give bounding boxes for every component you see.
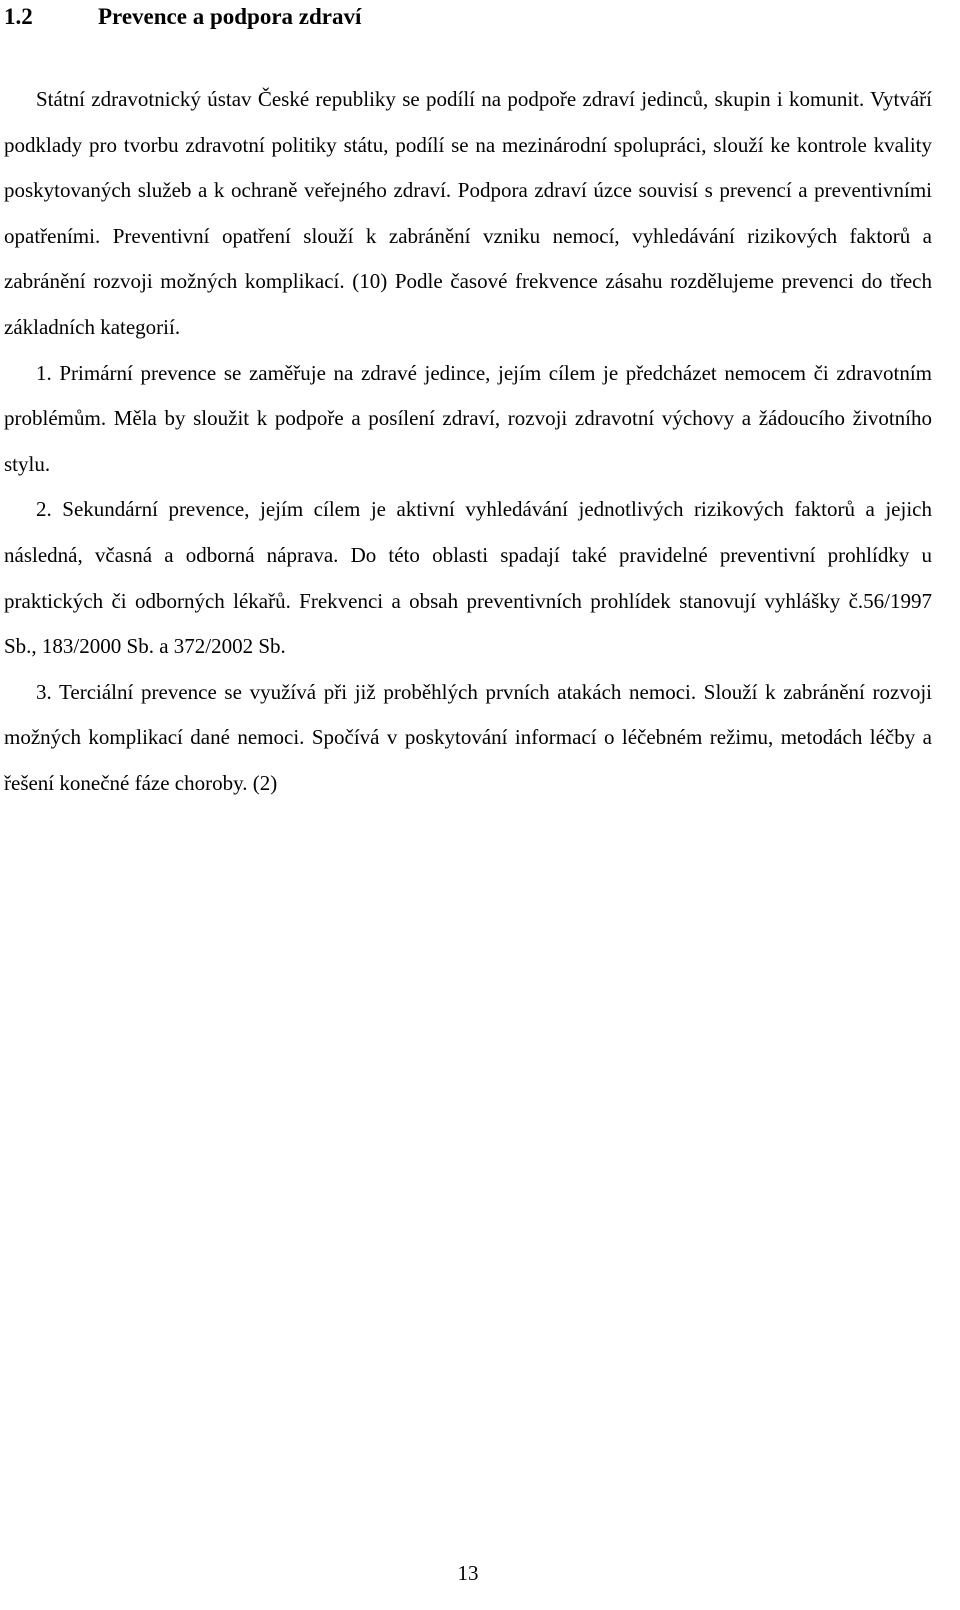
section-heading: [4, 0, 932, 34]
paragraph-primary-prevention: 1. Primární prevence se zaměřuje na zdravé jedince, jejím cílem je předcházet nemocem či zdravotním problémům. Měla by sloužit k podpoře a posílení zdraví, rozvoji zdravotní výchovy a žádoucího životního stylu.: [4, 360, 932, 476]
section-title: Prevence a podpora zdraví: [98, 4, 362, 29]
paragraph-intro: Státní zdravotnický ústav České republiky se podílí na podpoře zdraví jedinců, skupin i komunit. Vytváří podklady pro tvorbu zdravotní politiky státu, podílí se na mezinárodní spolupráci, slouží ke kontrole kvality poskytovaných služeb a k ochraně veřejného zdraví. Podpora zdraví úzce souvisí s prevencí a preventivními opatřeními. Preventivní opatření slouží k zabránění vzniku nemocí, vyhledávání rizikových faktorů a zabránění rozvoji možných komplikací. (10) Podle časové frekvence zásahu rozdělujeme prevenci do třech základních kategorií.: [4, 87, 932, 339]
paragraph-tertiary-prevention: 3. Terciální prevence se využívá při již proběhlých prvních atakách nemoci. Slouží k zabránění rozvoji možných komplikací dané nemoci. Spočívá v poskytování informací o léčebném režimu, metodách léčby a řešení konečné fáze choroby. (2): [4, 679, 932, 795]
document-page: [4, 0, 932, 807]
section-body: [4, 77, 932, 807]
page-number: 13: [457, 1561, 479, 1585]
section-number: 1.2: [4, 4, 33, 29]
paragraph-secondary-prevention: 2. Sekundární prevence, jejím cílem je aktivní vyhledávání jednotlivých rizikových faktorů a jejich následná, včasná a odborná náprava. Do této oblasti spadají také pravidelné preventivní prohlídky u praktických či odborných lékařů. Frekvenci a obsah preventivních prohlídek stanovují vyhlášky č.56/1997 Sb., 183/2000 Sb. a 372/2002 Sb.: [4, 497, 932, 659]
